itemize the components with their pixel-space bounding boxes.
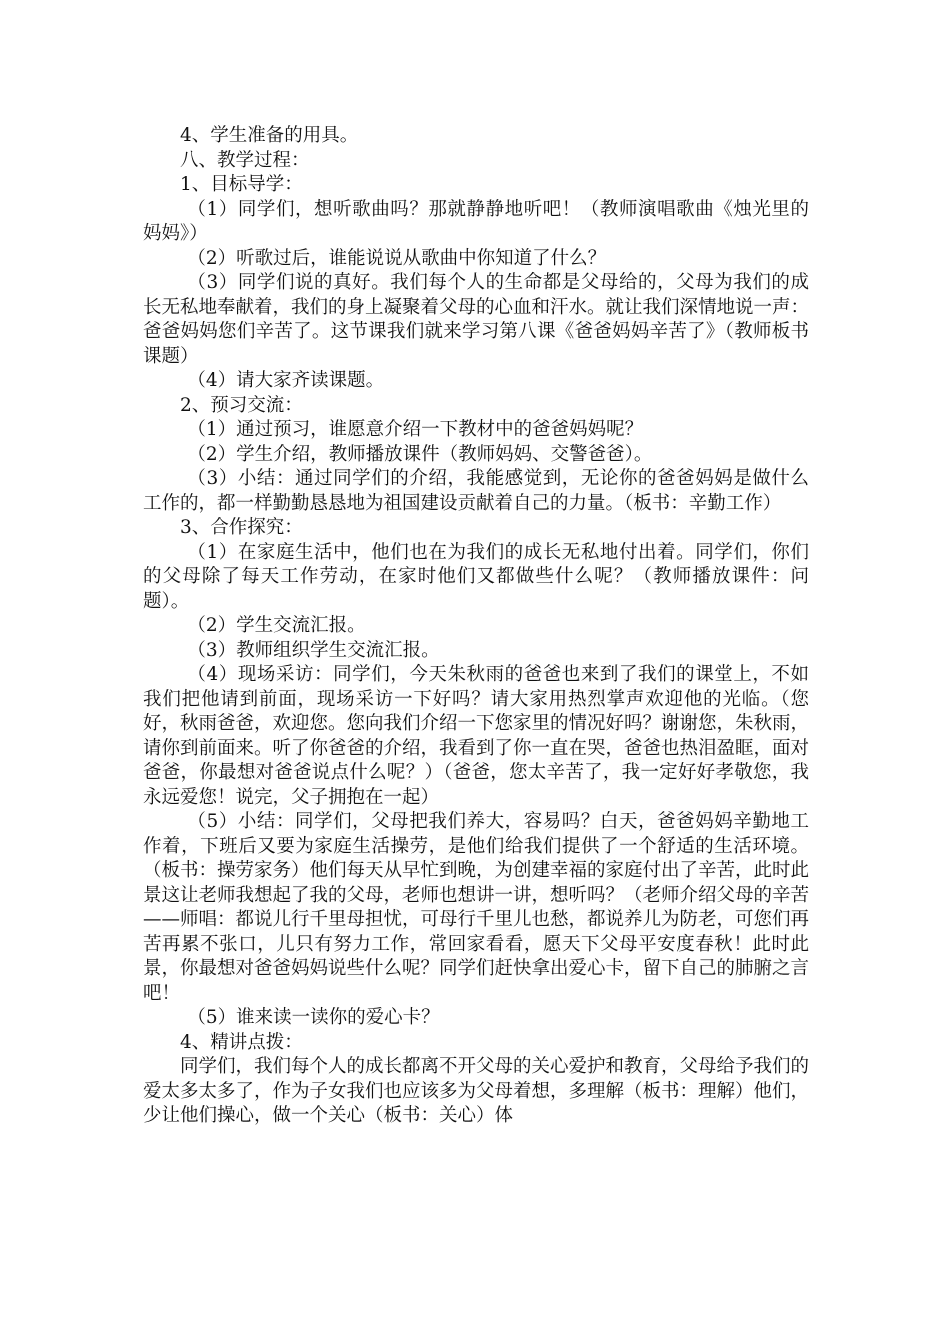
paragraph-inquiry-3: （3）教师组织学生交流汇报。 (187, 639, 440, 661)
paragraph-goal-2: （2）听歌过后，谁能说说从歌曲中你知道了什么？ (187, 247, 607, 269)
paragraph-inquiry-4: （4）现场采访：同学们，今天朱秋雨的爸爸也来到了我们的课堂上，不如我们把他请到前面，现场采访一下好吗？请大家用热烈掌声欢迎他的光临。（您好，秋雨爸爸，欢迎您。您向我们介绍一下您家里的情况好吗？谢谢您，朱秋雨，请你到前面来。听了你爸爸的介绍，我看到了你一直在哭，爸爸也热泪盈眶，面对爸爸，你最想对爸爸说点什么呢？）（爸爸，您太辛苦了，我一定好好孝敬您，我永远爱您！说完，父子拥抱在一起） (143, 664, 810, 808)
heading-cooperative-inquiry: 3、合作探究： (180, 517, 303, 538)
paragraph-key-points: 同学们，我们每个人的成长都离不开父母的关心爱护和教育，父母给予我们的爱太多太多了，作为子女我们也应该多为父母着想，多理解（板书：理解）他们，少让他们操心，做一个关心（板书：关心）体 (143, 1056, 810, 1126)
paragraph-tools: 4、学生准备的用具。 (180, 125, 359, 146)
paragraph-goal-4: （4）请大家齐读课题。 (187, 370, 385, 391)
paragraph-preview-2: （2）学生介绍，教师播放课件（教师妈妈、交警爸爸）。 (187, 443, 653, 465)
heading-teaching-process: 八、教学过程： (180, 149, 310, 171)
paragraph-goal-1: （1）同学们，想听歌曲吗？那就静静地听吧！（教师演唱歌曲《烛光里的妈妈》） (143, 198, 809, 244)
paragraph-inquiry-1: （1）在家庭生活中，他们也在为我们的成长无私地付出着。同学们，你们的父母除了每天工作劳动，在家时他们又都做些什么呢？（教师播放课件：问题）。 (143, 541, 809, 612)
heading-key-points: 4、精讲点拨： (180, 1031, 303, 1053)
paragraph-preview-1: （1）通过预习，谁愿意介绍一下教材中的爸爸妈妈呢？ (187, 419, 644, 440)
document-page (143, 124, 809, 1129)
heading-goal-guide: 1、目标导学： (180, 174, 303, 195)
paragraph-inquiry-5: （5）小结：同学们，父母把我们养大，容易吗？白天，爸爸妈妈辛勤地工作着，下班后又要为家庭生活操劳，是他们给我们提供了一个舒适的生活环境。（板书：操劳家务）他们每天从早忙到晚，为创建幸福的家庭付出了辛苦，此时此景这让老师我想起了我的父母，老师也想讲一讲，想听吗？（老师介绍父母的辛苦——师唱：都说儿行千里母担忧，可母行千里儿也愁，都说养儿为防老，可您们再苦再累不张口，儿只有努力工作，常回家看看，愿天下父母平安度春秋！此时此景，你最想对爸爸妈妈说些什么呢？同学们赶快拿出爱心卡，留下自己的肺腑之言吧！ (143, 811, 810, 1004)
paragraph-goal-3: （3）同学们说的真好。我们每个人的生命都是父母给的，父母为我们的成长无私地奉献着，我们的身上凝聚着父母的心血和汗水。就让我们深情地说一声：爸爸妈妈您们辛苦了。这节课我们就来学习第八课《爸爸妈妈辛苦了》（教师板书课题） (143, 272, 810, 367)
paragraph-preview-3: （3）小结：通过同学们的介绍，我能感觉到，无论你的爸爸妈妈是做什么工作的，都一样勤勤恳恳地为祖国建设贡献着自己的力量。（板书：辛勤工作） (143, 468, 809, 514)
paragraph-inquiry-6: （5）谁来读一读你的爱心卡？ (187, 1007, 440, 1028)
heading-preview-exchange: 2、预习交流： (180, 394, 303, 416)
paragraph-inquiry-2: （2）学生交流汇报。 (187, 615, 366, 636)
